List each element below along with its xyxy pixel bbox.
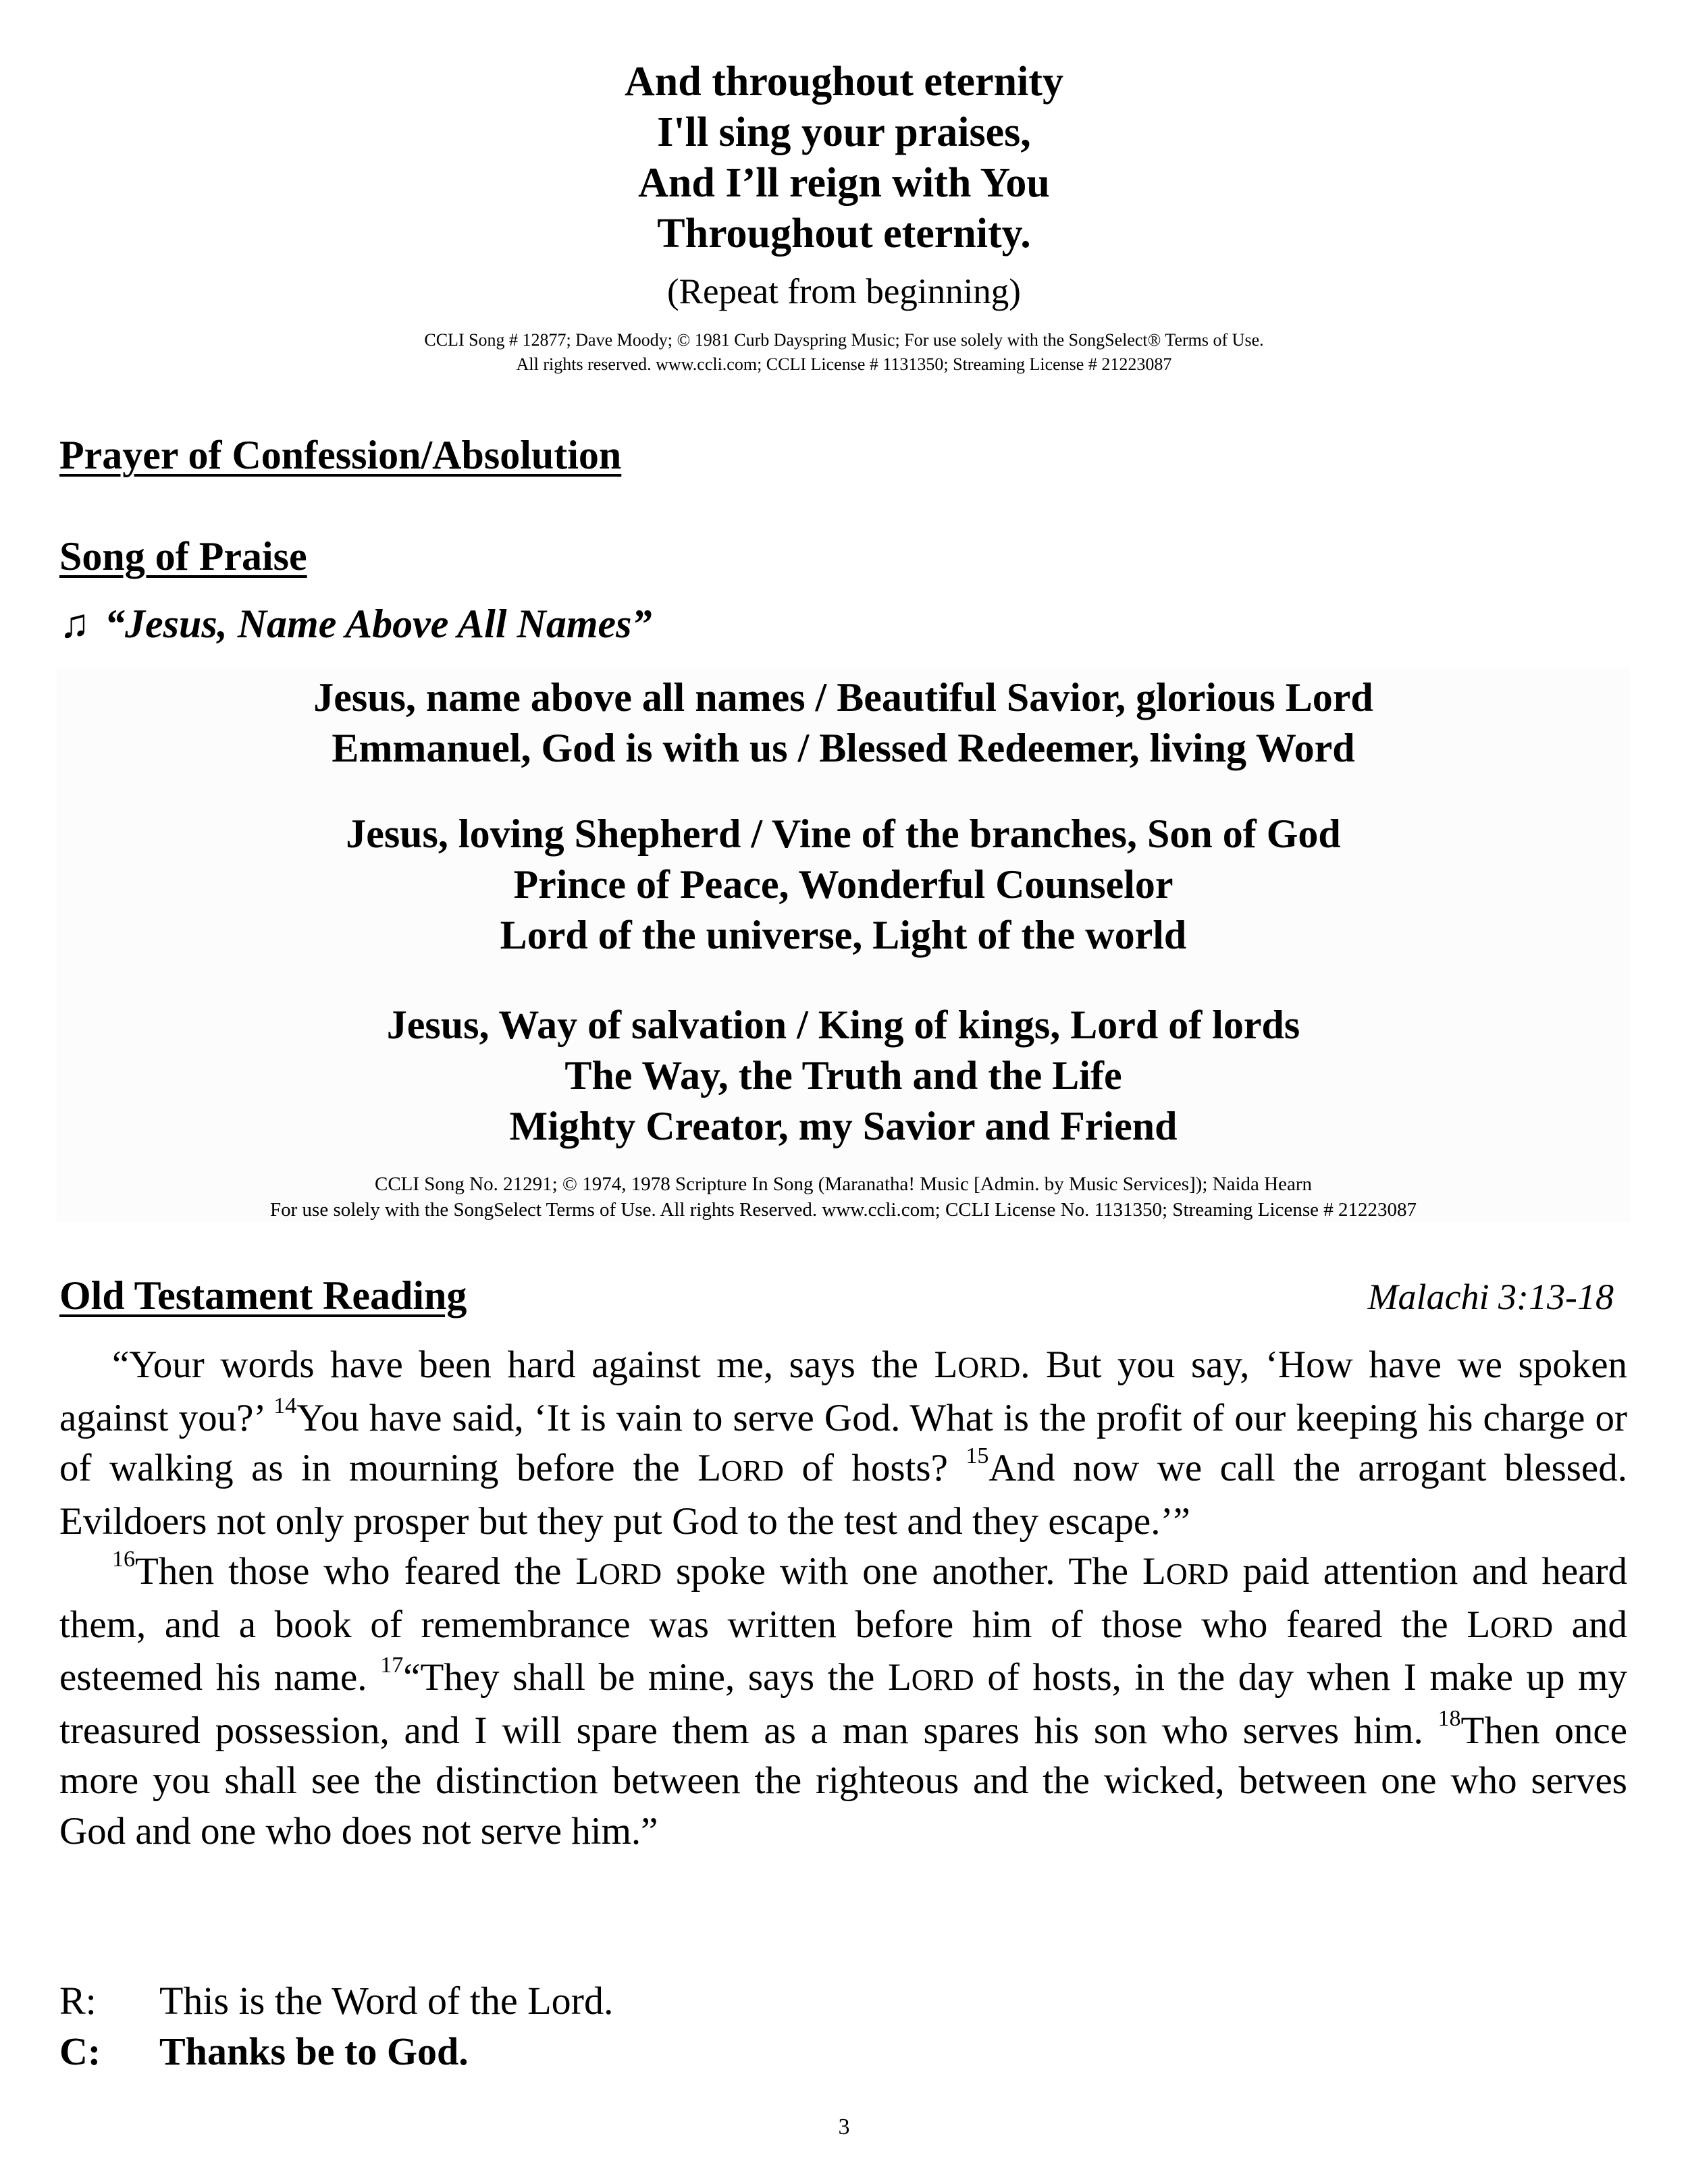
stanza-2 [57,809,1630,961]
heading-song-of-praise: Song of Praise [59,534,307,579]
heading-old-testament-reading: Old Testament Reading [59,1273,467,1318]
lyric-line: Throughout eternity. [657,211,1031,257]
response-label: R: [59,1979,97,2023]
response-text: Thanks be to God. [159,2029,469,2073]
lyric-line: Jesus, name above all names / Beautiful Savior, glorious Lord [313,675,1373,720]
lyric-line: Prince of Peace, Wonderful Counselor [513,862,1173,907]
lyric-line: And throughout eternity [625,59,1063,105]
response-leader [59,1978,613,2023]
reading-paragraph: $^{16}$Then those who feared the LORD spoke with one another. The LORD paid attention and heard them, and a book of remembrance was written before him of those who feared the LORD and esteemed his name. $^{17}$“They shall be mine, says the LORD of hosts, in the day when I make up my treasured possession, and I will spare them as a man spares his son who serves him. $^{18}$Then once more you shall see the distinction between the righteous and the wicked, between one who serves God and one who does not serve him.” [59,1547,1627,1853]
song-title [59,601,652,647]
scripture-reading [59,1340,1627,1857]
response-congregation [59,2029,469,2074]
stanza-3 [57,1000,1630,1152]
page-number: 3 [838,2114,850,2139]
stanza-1 [57,672,1630,774]
response-label: C: [59,2029,101,2073]
lyric-line: I'll sing your praises, [657,109,1031,155]
verse-number: 17 [380,1653,404,1678]
verse-number: 14 [273,1393,297,1418]
scripture-reference: Malachi 3:13-18 [1367,1277,1614,1317]
ccli-line: All rights reserved. www.ccli.com; CCLI License # 1131350; Streaming License # 21223087 [516,354,1172,374]
top-song-lyrics [0,57,1688,313]
verse-number: 16 [112,1547,135,1572]
song-lyrics-box [57,668,1630,1222]
ccli-notice-song [57,1171,1630,1223]
lyric-line: The Way, the Truth and the Life [564,1053,1122,1098]
lyric-line: Mighty Creator, my Savior and Friend [509,1104,1178,1148]
song-title-text: “Jesus, Name Above All Names” [105,602,652,646]
lyric-line: Jesus, loving Shepherd / Vine of the branches, Son of God [346,811,1341,856]
lyric-line: Jesus, Way of salvation / King of kings, Lord of lords [386,1003,1300,1047]
reading-paragraph: “Your words have been hard against me, says the LORD. But you say, ‘How have we spoken against you?’ $^{14}$You have said, ‘It is vain to serve God. What is the profit of our keeping his charge or of walking as in mourning before the LORD of hosts? $^{15}$And now we call the arrogant blessed. Evildoers not only prosper but they put God to the test and they escape.’” [59,1343,1627,1543]
verse-number: 15 [966,1443,989,1468]
response-text: This is the Word of the Lord. [159,1979,614,2023]
ccli-notice-top [0,328,1688,377]
heading-prayer-of-confession: Prayer of Confession/Absolution [59,433,622,477]
verse-number: 18 [1438,1705,1461,1731]
lyric-line: And I’ll reign with You [638,160,1050,206]
lyric-line: Lord of the universe, Light of the world [500,913,1187,957]
music-note-icon: ♫ [59,602,90,646]
repeat-note: (Repeat from beginning) [667,272,1021,311]
ccli-line: For use solely with the SongSelect Terms of Use. All rights Reserved. www.ccli.com; CCLI License No. 1131350; Streaming License # 21223087 [270,1199,1417,1221]
lyric-line: Emmanuel, God is with us / Blessed Redeemer, living Word [332,726,1355,770]
ccli-line: CCLI Song No. 21291; © 1974, 1978 Scripture In Song (Maranatha! Music [Admin. by Music Services]); Naida Hearn [374,1173,1313,1195]
ccli-line: CCLI Song # 12877; Dave Moody; © 1981 Curb Dayspring Music; For use solely with the SongSelect® Terms of Use. [424,330,1264,350]
